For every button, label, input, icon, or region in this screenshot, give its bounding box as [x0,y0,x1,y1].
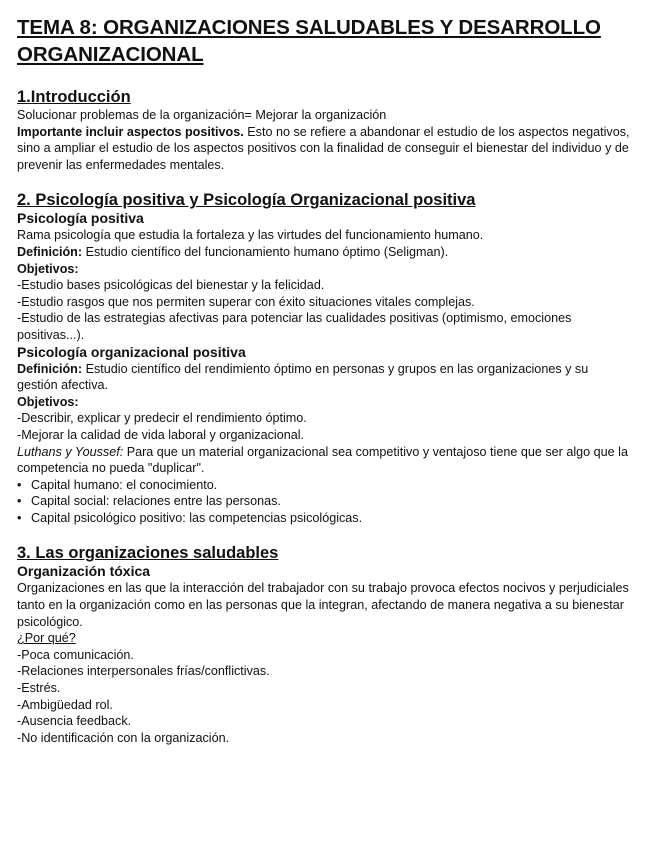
por-que-label: ¿Por qué? [17,631,76,646]
section-heading-psicologia-positiva: 2. Psicología positiva y Psicología Organizacional positiva [17,191,476,210]
intro-important-text: Esto no se refiere a abandonar el estudio de los aspectos negativos, sino a ampliar el estudio de los aspectos positivos con la finalidad de conseguir el bienestar del individuo y de prevenir las enfermedades mentales. [17,124,630,172]
list-item: -Estrés. [17,681,61,696]
intro-paragraph [17,124,632,174]
list-item: -Estudio rasgos que nos permiten superar con éxito situaciones vitales complejas. [17,294,475,309]
pop-definition-label: Definición: [17,361,83,376]
pp-objectives-label: Objetivos: [17,261,79,276]
luthans-authors: Luthans y Youssef: [17,444,124,459]
bullet-icon: • [17,510,22,525]
list-item: -No identificación con la organización. [17,730,230,745]
pop-definition [17,361,632,394]
pop-definition-text: Estudio científico del rendimiento óptimo en personas y grupos en las organizaciones y su gestión afectiva. [17,361,589,393]
pp-definition-label: Definición: [17,244,83,259]
luthans-paragraph [17,444,632,477]
bullet-item [17,477,632,494]
list-item: -Ambigüedad rol. [17,697,113,712]
list-item: -Mejorar la calidad de vida laboral y organizacional. [17,427,305,442]
intro-line: Solucionar problemas de la organización= Mejorar la organización [17,108,387,122]
section-heading-organizaciones-saludables: 3. Las organizaciones saludables [17,544,279,563]
subheading-organizacion-toxica: Organización tóxica [17,563,151,580]
luthans-text: Para que un material organizacional sea competitivo y ventajoso tiene que ser algo que la competencia no pueda "duplicar". [17,444,628,476]
bullet-text: Capital humano: el conocimiento. [31,477,218,492]
bullet-icon: • [17,494,22,509]
pop-objectives-label: Objetivos: [17,394,79,409]
list-item: -Estudio de las estrategias afectivas para potenciar las cualidades positivas (optimismo, emociones positivas...). [17,311,572,342]
subheading-psicologia-positiva: Psicología positiva [17,210,144,227]
bullet-icon: • [17,477,22,492]
bullet-item [17,510,632,527]
document-title: TEMA 8: ORGANIZACIONES SALUDABLES Y DESARROLLO ORGANIZACIONAL [17,16,601,66]
pp-definition [17,244,632,261]
bullet-item [17,493,632,510]
pp-description: Rama psicología que estudia la fortaleza y las virtudes del funcionamiento humano. [17,228,484,243]
pp-definition-text: Estudio científico del funcionamiento humano óptimo (Seligman). [82,244,449,259]
toxica-description: Organizaciones en las que la interacción del trabajador con su trabajo provoca efectos nocivos y perjudiciales tanto en la organización como en las personas que la integran, afectando de manera negativa a su bienestar psicológico. [17,581,629,629]
section-heading-introduccion: 1.Introducción [17,88,131,106]
list-item: -Relaciones interpersonales frías/conflictivas. [17,664,270,679]
list-item: -Ausencia feedback. [17,714,132,729]
bullet-text: Capital social: relaciones entre las personas. [31,494,281,509]
list-item: -Estudio bases psicológicas del bienestar y la felicidad. [17,278,325,293]
list-item: -Describir, explicar y predecir el rendimiento óptimo. [17,411,307,426]
subheading-psicologia-organizacional-positiva: Psicología organizacional positiva [17,343,246,360]
list-item: -Poca comunicación. [17,647,134,662]
intro-important-label: Importante incluir aspectos positivos. [17,124,244,139]
bullet-text: Capital psicológico positivo: las competencias psicológicas. [31,510,363,525]
